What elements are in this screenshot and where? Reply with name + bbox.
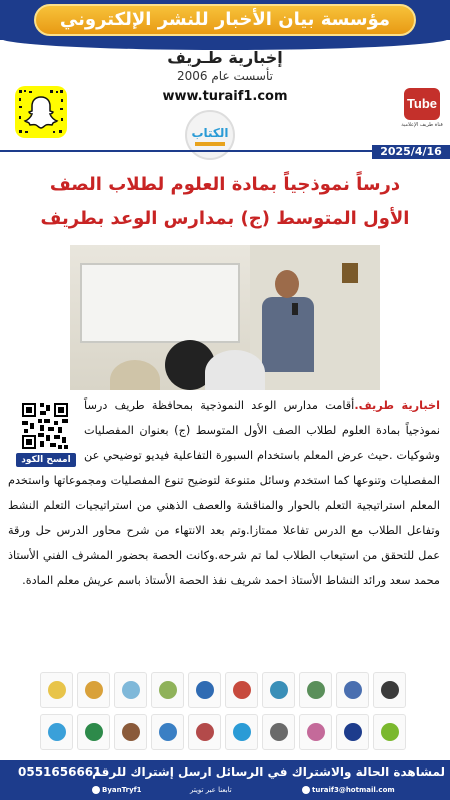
sponsor-logo[interactable] bbox=[262, 672, 295, 708]
sponsor-logo[interactable] bbox=[114, 672, 147, 708]
sponsor-logo[interactable] bbox=[114, 714, 147, 750]
header-title: مؤسسة بيان الأخبار للنشر الإلكتروني bbox=[34, 4, 416, 36]
article-body bbox=[8, 393, 440, 593]
twitter-note: تابعنا عبر تويتر bbox=[190, 786, 232, 794]
sponsor-logo[interactable] bbox=[336, 672, 369, 708]
footer-social bbox=[0, 786, 450, 798]
photo-student bbox=[110, 360, 160, 390]
email-icon bbox=[302, 786, 310, 794]
qr-block[interactable] bbox=[14, 401, 76, 467]
sponsor-logo[interactable] bbox=[188, 672, 221, 708]
footer-phone[interactable]: 0551656661 bbox=[18, 765, 102, 779]
sponsor-logo[interactable] bbox=[336, 714, 369, 750]
photo-teacher-head bbox=[275, 270, 299, 298]
sponsor-logo[interactable] bbox=[77, 672, 110, 708]
sponsor-logos bbox=[40, 672, 415, 750]
photo-whiteboard bbox=[80, 263, 240, 343]
youtube-label: Tube bbox=[404, 88, 440, 120]
qr-scan-label[interactable]: امسح الكود bbox=[16, 453, 76, 467]
twitter-icon bbox=[92, 786, 100, 794]
footer-bar bbox=[0, 760, 450, 800]
footer-promo: لمشاهدة الحالة والاشتراك في الرسائل ارسل إشتراك للرقم bbox=[92, 765, 445, 779]
logo-text: الكتاب bbox=[191, 126, 229, 140]
email-link[interactable]: turaif3@hotmail.com bbox=[300, 786, 395, 794]
brand-website[interactable]: www.turaif1.com bbox=[162, 89, 288, 104]
article-source: اخبارية طريف. bbox=[354, 399, 440, 412]
school-logo bbox=[185, 110, 235, 160]
sponsor-logo[interactable] bbox=[151, 714, 184, 750]
article-text: أقامت مدارس الوعد النموذجية بمحافظة طريف درساً نموذجياً بمادة العلوم لطلاب الصف الأول المتوسط (ج) بعنوان المفصليات وشوكيات .حيث عرض المعلم باستخدام السبورة التفاعلية فيديو توضيحي عن المفصليات وتنوعها كما استخدم وسائل متنوعة لتوضيح تنوع المفصليات ومجموعاتها واستخدم المعلم استراتيجية التعلم بالحوار والمناقشة والعصف الذهني من استراتيجيات التعلم النشط وتفاعل الطلاب مع الدرس تفاعلا ممتازا.وتم بعد الانتهاء من شرح محاور الدرس حل ورقة عمل للتحقق من استيعاب الطلاب لما تم شرحه.وكانت الحصة بحضور المشرف الفني الأستاذ محمد سعد ورائد النشاط الأستاذ احمد شريف نفذ الحصة الأستاذ باسم عريش معلم المادة. bbox=[8, 399, 440, 587]
sponsor-logo[interactable] bbox=[151, 672, 184, 708]
brand-block bbox=[115, 48, 335, 104]
sponsor-logo[interactable] bbox=[262, 714, 295, 750]
sponsor-logo[interactable] bbox=[188, 714, 221, 750]
header-bar bbox=[0, 0, 450, 40]
photo-teacher-body bbox=[262, 297, 314, 372]
brand-founded: تأسست عام 2006 bbox=[177, 69, 273, 83]
sponsor-logo[interactable] bbox=[225, 714, 258, 750]
youtube-icon[interactable] bbox=[400, 88, 444, 132]
sponsor-logo[interactable] bbox=[373, 714, 406, 750]
classroom-photo bbox=[70, 245, 380, 390]
article-title-line1: درساً نموذجياً بمادة العلوم لطلاب الصف bbox=[49, 174, 401, 195]
sponsor-logo[interactable] bbox=[40, 714, 73, 750]
photo-microphone bbox=[292, 303, 298, 315]
publish-date: 2025/4/16 bbox=[372, 145, 450, 159]
logo-bar bbox=[195, 142, 225, 146]
photo-wall-plaque bbox=[342, 263, 358, 283]
sponsor-logo[interactable] bbox=[225, 672, 258, 708]
youtube-caption: قناة طريف الإعلامية bbox=[401, 122, 443, 128]
twitter-link[interactable]: ByanTryf1 bbox=[90, 786, 142, 794]
brand-name: إخبارية طـريف bbox=[167, 48, 283, 67]
sponsor-logo[interactable] bbox=[299, 672, 332, 708]
photo-student bbox=[205, 350, 265, 390]
article-title bbox=[20, 168, 430, 236]
snapchat-icon[interactable] bbox=[15, 86, 67, 138]
sponsor-logo[interactable] bbox=[77, 714, 110, 750]
qr-code-icon[interactable] bbox=[20, 401, 70, 451]
sponsor-logo[interactable] bbox=[299, 714, 332, 750]
sponsor-logo[interactable] bbox=[40, 672, 73, 708]
article-title-line2: الأول المتوسط (ج) بمدارس الوعد بطريف bbox=[40, 208, 410, 229]
sponsor-logo[interactable] bbox=[373, 672, 406, 708]
